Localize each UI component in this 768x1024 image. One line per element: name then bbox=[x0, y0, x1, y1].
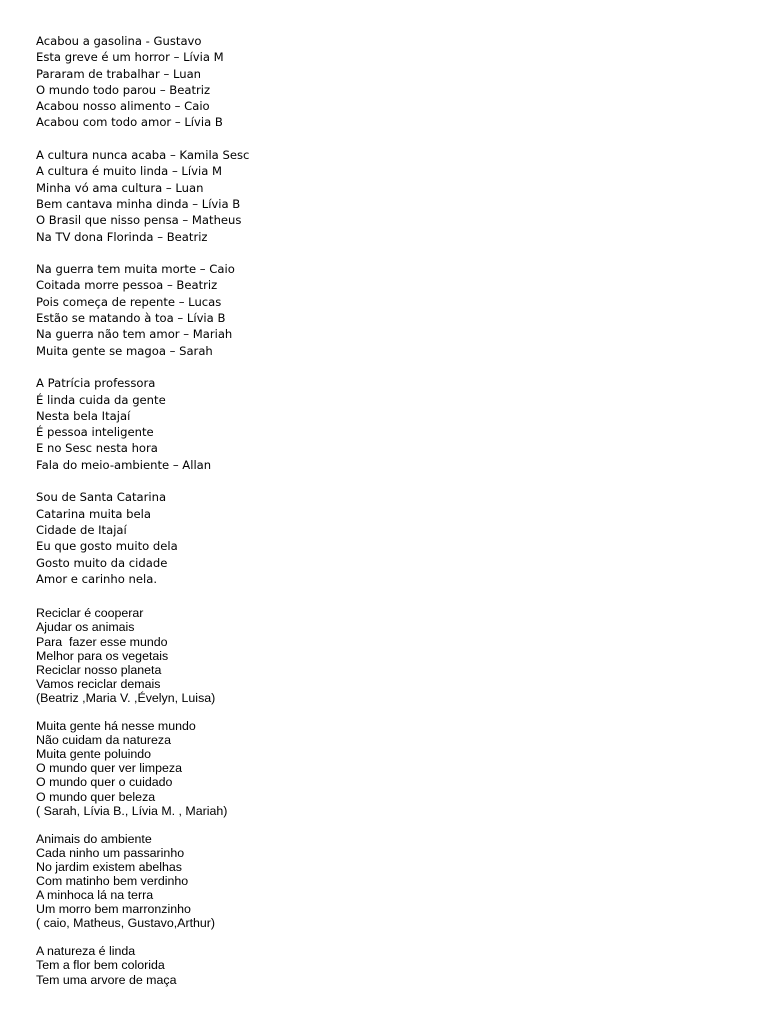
document-page bbox=[36, 33, 736, 1001]
stanza-cultura bbox=[36, 147, 736, 245]
poem-line: Acabou com todo amor – Lívia B bbox=[36, 115, 223, 130]
stanza-guerra bbox=[36, 261, 736, 359]
poem-line: Muita gente poluindo bbox=[36, 747, 152, 762]
poem-authors: ( Sarah, Lívia B., Lívia M. , Mariah) bbox=[36, 803, 228, 818]
poem-line: Pois começa de repente – Lucas bbox=[36, 294, 222, 309]
poem-line: Cada ninho um passarinho bbox=[36, 845, 185, 860]
poem-line: E no Sesc nesta hora bbox=[36, 441, 158, 456]
poem-line: No jardim existem abelhas bbox=[36, 859, 182, 874]
poem-line: Eu que gosto muito dela bbox=[36, 539, 178, 554]
poem-line: É linda cuida da gente bbox=[36, 392, 166, 407]
poem-line: Na guerra não tem amor – Mariah bbox=[36, 327, 233, 342]
poem-line: Muita gente há nesse mundo bbox=[36, 719, 196, 734]
poem-line: A minhoca lá na terra bbox=[36, 888, 154, 903]
poem-line: Estão se matando à toa – Lívia B bbox=[36, 311, 226, 326]
poem-line: Gosto muito da cidade bbox=[36, 555, 168, 570]
stanza-gasolina bbox=[36, 33, 736, 131]
poem-line: Melhor para os vegetais bbox=[36, 648, 169, 663]
stanza-reciclar bbox=[36, 606, 736, 705]
poem-line: O mundo quer o cuidado bbox=[36, 775, 173, 790]
poem-line: Muita gente se magoa – Sarah bbox=[36, 343, 213, 358]
poem-line: Tem a flor bem colorida bbox=[36, 958, 165, 973]
poem-line: Nesta bela Itajaí bbox=[36, 408, 131, 423]
poem-line: Sou de Santa Catarina bbox=[36, 490, 167, 505]
poem-line: Cidade de Itajaí bbox=[36, 522, 127, 537]
poem-line: A cultura nunca acaba – Kamila Sesc bbox=[36, 148, 250, 163]
poem-line: Na guerra tem muita morte – Caio bbox=[36, 262, 235, 277]
poem-authors: (Beatriz ,Maria V. ,Évelyn, Luisa) bbox=[36, 690, 216, 705]
poem-line: Reciclar nosso planeta bbox=[36, 662, 162, 677]
poem-line: O mundo todo parou – Beatriz bbox=[36, 82, 211, 97]
poem-line: Com matinho bem verdinho bbox=[36, 873, 189, 888]
poem-line: Ajudar os animais bbox=[36, 620, 135, 635]
poem-line: É pessoa inteligente bbox=[36, 425, 154, 440]
poem-line: O mundo quer ver limpeza bbox=[36, 761, 183, 776]
poem-line: Tem uma arvore de maça bbox=[36, 972, 177, 987]
poem-line: Para fazer esse mundo bbox=[36, 634, 168, 649]
poem-line: Esta greve é um horror – Lívia M bbox=[36, 50, 224, 65]
stanza-professora bbox=[36, 375, 736, 473]
poem-line: O Brasil que nisso pensa – Matheus bbox=[36, 213, 242, 228]
poem-line: Acabou a gasolina - Gustavo bbox=[36, 34, 202, 48]
poem-line: Um morro bem marronzinho bbox=[36, 902, 191, 917]
poem-line: A natureza é linda bbox=[36, 944, 136, 959]
poem-line: Reciclar é cooperar bbox=[36, 606, 144, 621]
poem-line: Não cuidam da natureza bbox=[36, 733, 172, 748]
poem-line: A Patrícia professora bbox=[36, 376, 156, 391]
poem-line: Animais do ambiente bbox=[36, 831, 152, 846]
poem-line: A cultura é muito linda – Lívia M bbox=[36, 164, 222, 179]
poem-line: Pararam de trabalhar – Luan bbox=[36, 66, 202, 81]
poem-line: O mundo quer beleza bbox=[36, 789, 156, 804]
stanza-natureza bbox=[36, 944, 736, 986]
poem-line: Catarina muita bela bbox=[36, 506, 151, 521]
poem-line: Bem cantava minha dinda – Lívia B bbox=[36, 196, 241, 211]
poem-authors: ( caio, Matheus, Gustavo,Arthur) bbox=[36, 916, 216, 931]
poem-line: Acabou nosso alimento – Caio bbox=[36, 99, 210, 114]
stanza-muita-gente bbox=[36, 719, 736, 818]
stanza-santa-catarina bbox=[36, 489, 736, 587]
poem-line: Minha vó ama cultura – Luan bbox=[36, 180, 204, 195]
stanza-animais bbox=[36, 832, 736, 931]
poem-line: Na TV dona Florinda – Beatriz bbox=[36, 229, 208, 244]
poem-line: Vamos reciclar demais bbox=[36, 676, 161, 691]
poem-line: Amor e carinho nela. bbox=[36, 571, 158, 586]
poem-line: Fala do meio-ambiente – Allan bbox=[36, 457, 212, 472]
poem-line: Coitada morre pessoa – Beatriz bbox=[36, 278, 218, 293]
